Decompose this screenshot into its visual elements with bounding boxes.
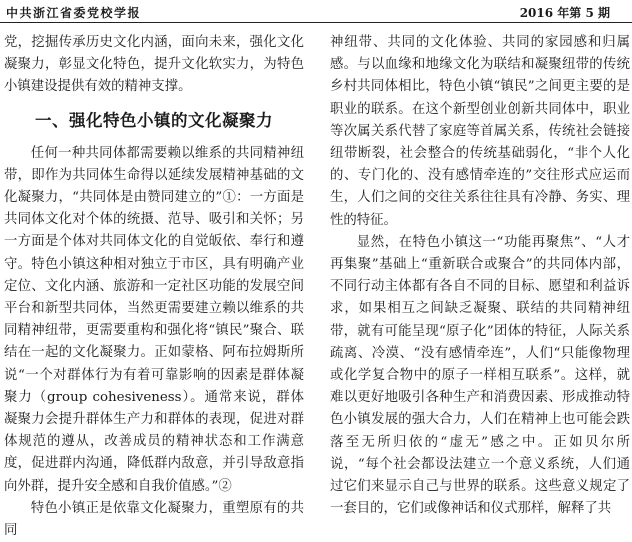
paragraph: 任何一种共同体都需要赖以维系的共同精神纽带，即作为共同体生命得以延续发展精神基础的文化凝聚力，“共同体是由赞同建立的”①：一方面是共同体文化对个体的统摄、范导、吸引和关怀；另一方面是个体对共同体文化的自觉皈依、奉行和遵守。特色小镇这种相对独立于市区，具有明确产业定位、文化内涵、旅游和一定社区功能的发展空间平台和新型共同体，当然更需要建立赖以维系的共同精神纽带，更需要重构和强化将“镇民”聚合、联结在一起的文化凝聚力。正如蒙格、阿布拉姆斯所说“一个对群体行为有着可靠影响的因素是群体凝聚力（group cohesiveness）。通常来说，群体凝聚力会提升群体生产力和群体的表现，促进对群体规范的遵从，改善成员的精神状态和工作满意度，促进群内沟通，降低群内敌意，并引导敌意指向外群，提升安全感和自我价值感。”② bbox=[4, 145, 304, 494]
section-heading: 一、强化特色小镇的文化凝聚力 bbox=[35, 110, 273, 130]
right-column bbox=[330, 32, 630, 517]
paragraph: 特色小镇正是依靠文化凝聚力，重塑原有的共同 bbox=[4, 500, 304, 539]
paragraph-continuation: 神纽带、共同的文化体验、共同的家园感和归属感。与以血缘和地缘文化为联结和凝聚纽带的传统乡村共同体相比，特色小镇“镇民”之间更主要的是职业的联系。在这个新型创业创新共同体中，职业等次属关系代替了家庭等首属关系，传统社会链接纽带断裂，社会整合的传统基础弱化，“非个人化的、专门化的、没有感情牵连的”交往形式应运而生，人们之间的交往关系往往具有冷静、务实、理性的特征。 bbox=[330, 35, 630, 228]
page-header bbox=[0, 0, 632, 24]
left-column bbox=[4, 32, 304, 539]
paragraph-continuation: 党，挖掘传承历史文化内涵，面向未来，强化文化凝聚力，彰显文化特色，提升文化软实力，为特色小镇建设提供有效的精神支撑。 bbox=[4, 35, 304, 95]
paragraph: 显然，在特色小镇这一“功能再聚焦”、“人才再集聚”基础上“重新联合或聚合”的共同体内部，不同行动主体都有各自不同的目标、愿望和利益诉求，如果相互之间缺乏凝聚、联结的共同精神纽带，就有可能呈现“原子化”团体的特征，人际关系疏离、冷漠、“没有感情牵连”，人们“只能像物理或化学复合物中的原子一样相互联系”。这样，就难以更好地吸引各种生产和消费因素、形成推动特色小镇发展的强大合力，人们在精神上也可能会跌落至无所归依的“虚无”感之中。正如贝尔所说，“每个社会都设法建立一个意义系统，人们通过它们来显示自己与世界的联系。这些意义规定了一套目的，它们或像神话和仪式那样，解释了共 bbox=[330, 234, 630, 517]
issue-label: 2016 年第 5 期 bbox=[519, 6, 610, 20]
journal-name: 中共浙江省委党校学报 bbox=[6, 6, 142, 20]
header-rule bbox=[0, 22, 632, 23]
